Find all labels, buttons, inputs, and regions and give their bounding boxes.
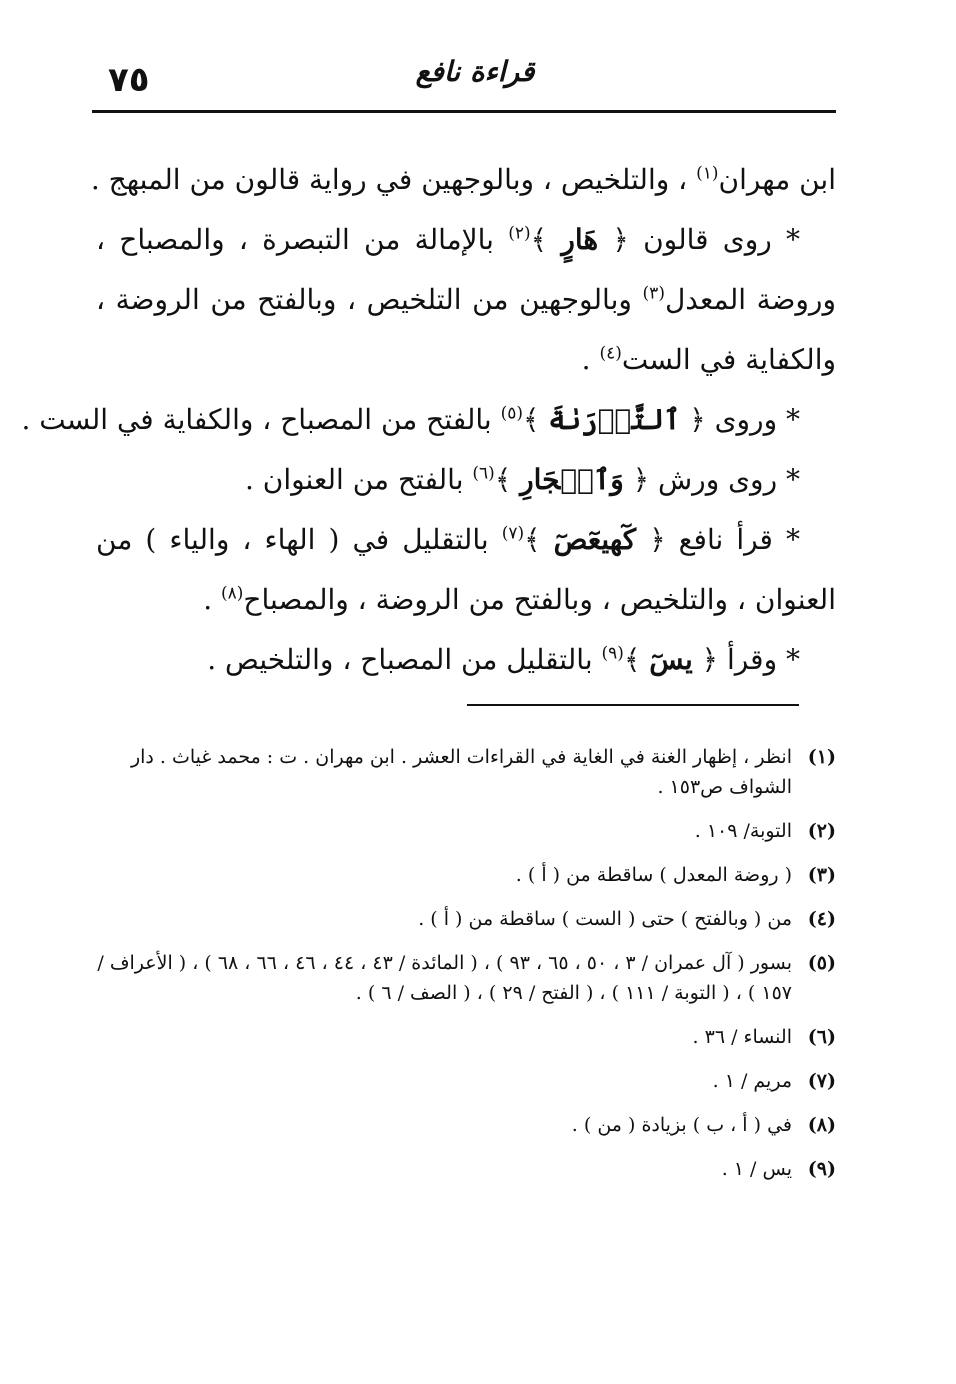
footnote-text: من ( وبالفتح ) حتى ( الست ) ساقطة من ( أ ) . [418,908,792,930]
quran-word: هَارٍ [561,223,599,256]
footnote-number: (٨) [807,1114,836,1136]
footnote-ref: (٧) [501,523,525,544]
footnote-separator [467,704,799,706]
footnote-number: (٧) [807,1070,836,1092]
footnote-number: (٤) [807,908,836,930]
footnote-ref: (٤) [599,343,622,364]
footnote-text: في ( أ ، ب ) بزيادة ( من ) . [571,1114,792,1136]
footnote-number: (١) [807,746,836,768]
footnote-text: النساء / ٣٦ . [692,1026,792,1048]
footnote-number: (٢) [807,820,836,842]
footnote [86,1154,836,1184]
quran-word: ٱلتَّوۡرَىٰةَ [548,403,681,436]
text-line: * وقرأ ﴿ يسٓ ﴾$^{(٩)}$ بالتقليل من المصباح ، والتلخيص . [207,643,800,676]
running-title: قراءة نافع [415,55,535,88]
footnote [86,948,836,1008]
footnote-ref: (٢) [508,223,531,244]
footnote-ref: (١) [696,163,719,184]
quran-word: كٓهيعٓصٓ [553,523,637,556]
quran-word: وَٱلۡجَارِ [520,463,624,496]
footnote-number: (٥) [807,952,836,974]
footnote-ref: (٣) [642,283,665,304]
footnote-text: مريم / ١ . [712,1070,792,1092]
footnote [86,904,836,934]
footnote-ref: (٥) [500,403,524,424]
header-rule [92,110,836,113]
text-line: * روى قالون ﴿ هَارٍ ﴾$^{(٢)}$ بالإمالة من التبصرة ، والمصباح ، [96,223,801,256]
footnote-ref: (٩) [601,643,624,664]
footnote [86,742,836,802]
footnote [86,1066,836,1096]
text-line: * قرأ نافع ﴿ كٓهيعٓصٓ ﴾$^{(٧)}$ بالتقليل في ( الهاء ، والياء ) من [96,523,801,556]
text-line: * روى ورش ﴿ وَٱلۡجَارِ ﴾$^{(٦)}$ بالفتح من العنوان . [244,463,800,496]
footnote-text: يس / ١ . [721,1158,792,1180]
footnote-ref: (٦) [472,463,495,484]
footnote [86,860,836,890]
main-text [21,150,836,690]
footnote-number: (٣) [807,864,836,886]
footnote-text: بسور ( آل عمران / ٣ ، ٥٠ ، ٦٥ ، ٩٣ ) ، ( المائدة / ٤٣ ، ٤٤ ، ٤٦ ، ٦٦ ، ٦٨ ) ، ( الأعراف / ١٥٧ ) ، ( التوبة / ١١١ ) ، ( الفتح / ٢٩ ) ، ( الصف / ٦ ) . [97,952,792,1004]
footnote-number: (٩) [807,1158,836,1180]
footnote [86,816,836,846]
footnote [86,1110,836,1140]
page-number: ٧٥ [108,60,150,100]
footnote-text: التوبة/ ١٠٩ . [694,820,792,842]
footnote-text: ( روضة المعدل ) ساقطة من ( أ ) . [515,864,792,886]
footnotes [86,742,836,1198]
footnote [86,1022,836,1052]
text-line: والكفاية في الست$^{(٤)}$ . [581,343,836,376]
text-line: * وروى ﴿ ٱلتَّوۡرَىٰةَ ﴾$^{(٥)}$ بالفتح من المصباح ، والكفاية في الست . [21,403,800,436]
text-line: العنوان ، والتلخيص ، وبالفتح من الروضة ، والمصباح$^{(٨)}$ . [203,583,836,616]
text-line: وروضة المعدل$^{(٣)}$ وبالوجهين من التلخيص ، وبالفتح من الروضة ، [96,283,836,316]
footnote-ref: (٨) [221,583,244,604]
footnote-number: (٦) [807,1026,836,1048]
quran-word: يسٓ [649,643,693,676]
text-line: ابن مهران$^{(١)}$ ، والتلخيص ، وبالوجهين في رواية قالون من المبهج . [90,163,836,196]
footnote-text: انظر ، إظهار الغنة في الغاية في القراءات العشر . ابن مهران . ت : محمد غياث . دار الشواف ص١٥٣ . [130,746,792,798]
